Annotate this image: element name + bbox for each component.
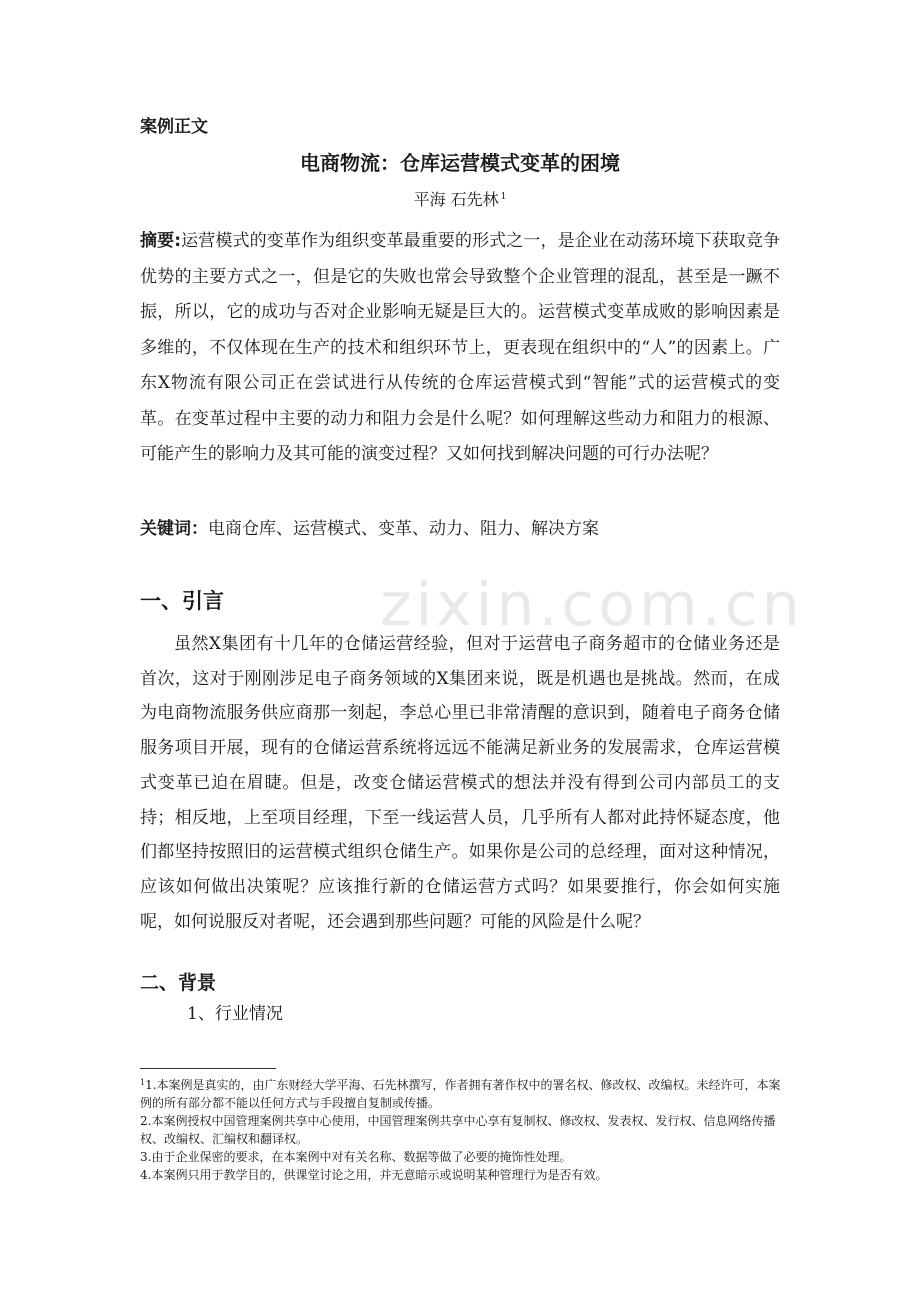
subheading-industry: 1、行业情况 (187, 1004, 283, 1024)
footnote-mark: 1 (140, 1078, 146, 1087)
author-names: 平海 石先林 (413, 190, 499, 209)
section-heading-introduction: 一、引言 (140, 589, 224, 613)
footnote-text: 2.本案例授权中国管理案例共享中心使用，中国管理案例共享中心享有复制权、修改权、发表权、发行权、信息网络传播权、改编权、汇编权和翻译权。 (140, 1114, 776, 1146)
footnote-item (140, 1074, 785, 1112)
abstract (140, 224, 780, 473)
abstract-label: 摘要: (140, 231, 182, 251)
section-label: 案例正文 (140, 117, 208, 137)
footnote-item (140, 1148, 785, 1166)
watermark: zixin.com.cn (380, 570, 804, 640)
footnote-separator (140, 1068, 276, 1069)
abstract-text: 运营模式的变革作为组织变革最重要的形式之一，是企业在动荡环境下获取竞争优势的主要方式之一，但是它的失败也常会导致整个企业管理的混乱，甚至是一蹶不振，所以，它的成功与否对企业影响无疑是巨大的。运营模式变革成败的影响因素是多维的，不仅体现在生产的技术和组织环节上，更表现在组织中的“人”的因素上。广东X物流有限公司正在尝试进行从传统的仓库运营模式到“智能”式的运营模式的变革。在变革过程中主要的动力和阻力会是什么呢？如何理解这些动力和阻力的根源、可能产生的影响力及其可能的演变过程？又如何找到解决问题的可行办法呢？ (140, 231, 780, 464)
section-heading-background: 二、背景 (140, 972, 217, 994)
keywords-label: 关键词： (140, 519, 208, 539)
footnotes (140, 1074, 785, 1184)
footnote-item (140, 1166, 785, 1184)
keywords-text: 电商仓库、运营模式、变革、动力、阻力、解决方案 (208, 519, 599, 539)
footnote-mark: 1 (500, 192, 507, 202)
authors (0, 187, 920, 210)
footnote-text: 1.本案例是真实的，由广东财经大学平海、石先林撰写，作者拥有著作权中的署名权、修改权、改编权。未经许可，本案例的所有部分都不能以任何方式与手段擅自复制或传播。 (140, 1078, 781, 1110)
footnote-text: 3.由于企业保密的要求，在本案例中对有关名称、数据等做了必要的掩饰性处理。 (140, 1150, 572, 1164)
introduction-paragraph: 虽然X集团有十几年的仓储运营经验，但对于运营电子商务超市的仓储业务还是首次，这对于刚刚涉足电子商务领域的X集团来说，既是机遇也是挑战。然而，在成为电商物流服务供应商那一刻起，李总心里已非常清醒的意识到，随着电子商务仓储服务项目开展，现有的仓储运营系统将远远不能满足新业务的发展需求，仓库运营模式变革已迫在眉睫。但是，改变仓储运营模式的想法并没有得到公司内部员工的支持；相反地，上至项目经理，下至一线运营人员，几乎所有人都对此持怀疑态度，他们都坚持按照旧的运营模式组织仓储生产。如果你是公司的总经理，面对这种情况，应该如何做出决策呢？应该推行新的仓储运营方式吗？如果要推行，你会如何实施呢，如何说服反对者呢，还会遇到那些问题？可能的风险是什么呢？ (140, 634, 780, 932)
document-title: 电商物流：仓库运营模式变革的困境 (300, 151, 620, 175)
footnote-item (140, 1112, 785, 1148)
keywords (140, 514, 599, 539)
footnote-text: 4.本案例只用于教学目的，供课堂讨论之用，并无意暗示或说明某种管理行为是否有效。 (140, 1168, 608, 1182)
